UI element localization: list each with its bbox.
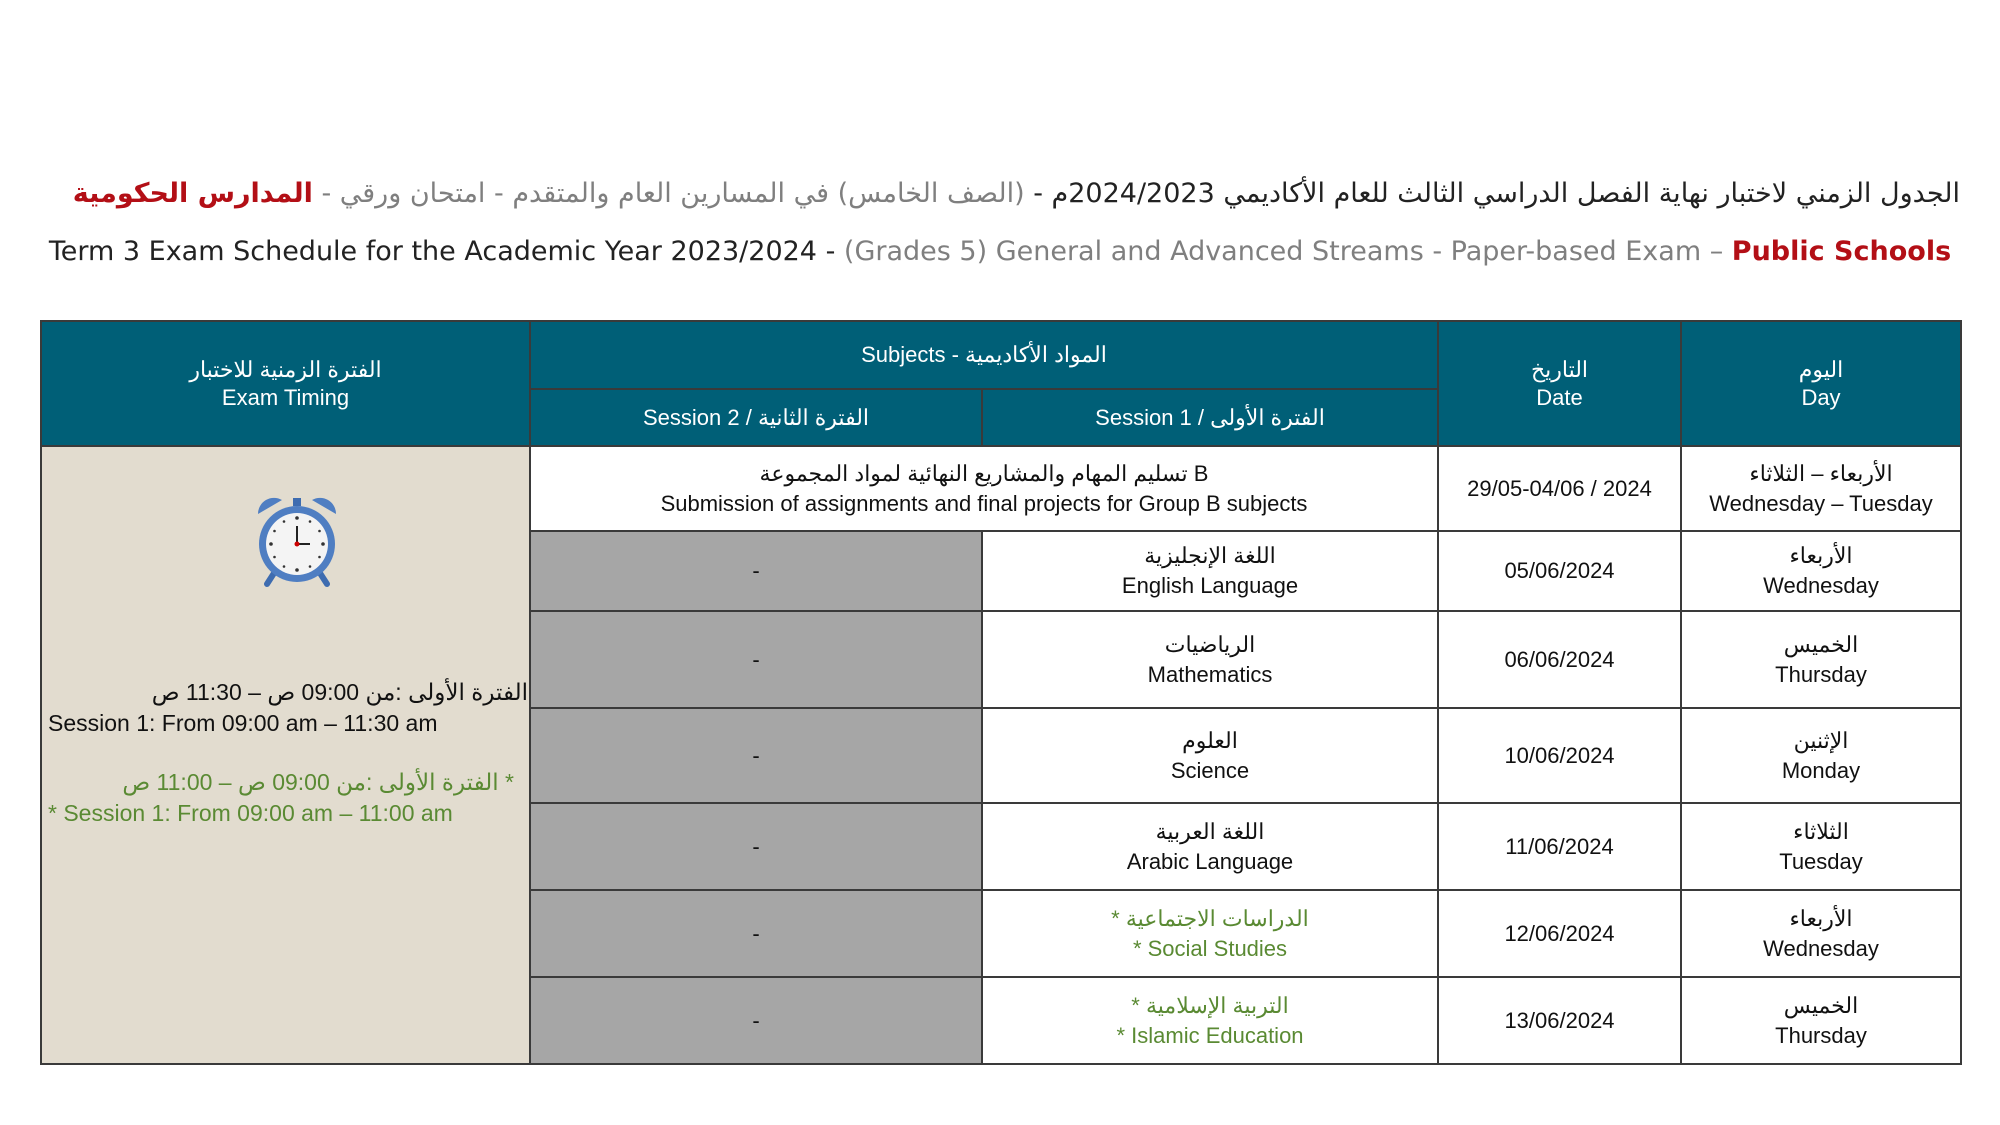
- day-en: Wednesday: [1763, 935, 1879, 961]
- session1-timing: [48, 677, 528, 739]
- session2-cell: -: [530, 890, 982, 977]
- header-date: [1438, 321, 1681, 446]
- subject-en: * Social Studies: [1132, 935, 1288, 961]
- header-timing-en: Exam Timing: [221, 384, 350, 410]
- header-session1: Session 1 / الفترة الأولى: [982, 389, 1438, 446]
- subject-ar: * التربية الإسلامية: [1131, 992, 1289, 1018]
- subject-ar: الرياضيات: [1164, 631, 1256, 657]
- session1-timing-en: Session 1: From 09:00 am – 11:30 am: [48, 710, 438, 736]
- session2-cell: -: [530, 611, 982, 708]
- date-cell: 13/06/2024: [1438, 977, 1681, 1064]
- subject-cell: [982, 977, 1438, 1064]
- starred-timing-ar: * الفترة الأولى :من 09:00 ص – 11:00 ص: [122, 769, 514, 795]
- day-en: Thursday: [1775, 1022, 1867, 1048]
- starred-timing-en: * Session 1: From 09:00 am – 11:00 am: [48, 800, 453, 826]
- header-date-en: Date: [1536, 384, 1583, 410]
- date-cell: 12/06/2024: [1438, 890, 1681, 977]
- day-en: Thursday: [1775, 661, 1867, 687]
- subject-cell: [982, 890, 1438, 977]
- header-subjects: Subjects - المواد الأكاديمية: [530, 321, 1438, 389]
- subject-en: * Islamic Education: [1116, 1022, 1304, 1048]
- day-ar: الأربعاء: [1789, 543, 1853, 568]
- session2-cell: -: [530, 708, 982, 803]
- submission-text: [530, 446, 1438, 531]
- subject-en: Mathematics: [1147, 661, 1273, 687]
- date-cell: 29/05-04/06 / 2024: [1438, 446, 1681, 531]
- session2-cell: -: [530, 977, 982, 1064]
- header-day: [1681, 321, 1961, 446]
- submission-text-ar: تسليم المهام والمشاريع النهائية لمواد المجموعة B: [759, 460, 1209, 486]
- subject-en: Arabic Language: [1126, 848, 1294, 874]
- subject-ar: اللغة الإنجليزية: [1144, 543, 1276, 568]
- date-cell: 10/06/2024: [1438, 708, 1681, 803]
- subject-ar: * الدراسات الاجتماعية: [1111, 905, 1309, 931]
- title-ar-part2: (الصف الخامس) في المسارين العام والمتقدم - امتحان ورقي -: [312, 178, 1025, 209]
- title-ar-part3: المدارس الحكومية: [72, 178, 313, 209]
- day-cell: [1681, 708, 1961, 803]
- day-ar: الأربعاء – الثلاثاء: [1749, 460, 1893, 486]
- header-day-ar: اليوم: [1798, 356, 1844, 382]
- date-cell: 11/06/2024: [1438, 803, 1681, 890]
- day-cell: [1681, 531, 1961, 611]
- table-row-submission: [41, 446, 1961, 531]
- header-timing-ar: الفترة الزمنية للاختبار: [189, 356, 382, 382]
- header-date-ar: التاريخ: [1530, 356, 1589, 382]
- header-session2: Session 2 / الفترة الثانية: [530, 389, 982, 446]
- timing-cell: [41, 446, 530, 1064]
- title-english: [40, 236, 1960, 267]
- day-ar: الإثنين: [1793, 727, 1849, 753]
- session1-timing-ar: الفترة الأولى :من 09:00 ص – 11:30 ص: [151, 679, 528, 705]
- exam-schedule-table: [40, 320, 1962, 1065]
- subject-cell: [982, 708, 1438, 803]
- session2-cell: -: [530, 803, 982, 890]
- day-cell: [1681, 977, 1961, 1064]
- subject-ar: اللغة العربية: [1155, 818, 1265, 844]
- date-cell: 05/06/2024: [1438, 531, 1681, 611]
- title-en-part1: Term 3 Exam Schedule for the Academic Year 2023/2024 -: [48, 236, 844, 267]
- header-day-en: Day: [1801, 384, 1841, 410]
- submission-text-en: Submission of assignments and final projects for Group B subjects: [660, 490, 1308, 516]
- header-timing: [41, 321, 530, 446]
- subject-en: Science: [1170, 757, 1250, 783]
- alarm-clock-icon: [252, 492, 342, 588]
- subject-en: English Language: [1121, 573, 1299, 598]
- title-arabic: [40, 178, 1960, 209]
- day-cell: [1681, 803, 1961, 890]
- day-cell: [1681, 611, 1961, 708]
- day-en: Wednesday: [1763, 573, 1879, 598]
- subject-cell: [982, 531, 1438, 611]
- title-en-part3: Public Schools: [1731, 236, 1952, 267]
- session1-timing-starred: [48, 767, 514, 829]
- day-ar: الثلاثاء: [1793, 818, 1849, 844]
- day-cell: [1681, 446, 1961, 531]
- subject-cell: [982, 611, 1438, 708]
- day-ar: الخميس: [1783, 992, 1859, 1018]
- day-ar: الأربعاء: [1789, 905, 1853, 931]
- subject-cell: [982, 803, 1438, 890]
- day-ar: الخميس: [1783, 631, 1859, 657]
- title-ar-part1: الجدول الزمني لاختبار نهاية الفصل الدراسي الثالث للعام الأكاديمي 2024/2023م -: [1024, 178, 1960, 209]
- day-en: Wednesday – Tuesday: [1709, 490, 1933, 516]
- date-cell: 06/06/2024: [1438, 611, 1681, 708]
- session2-cell: -: [530, 531, 982, 611]
- subject-ar: العلوم: [1182, 727, 1238, 753]
- title-en-part2: (Grades 5) General and Advanced Streams - Paper-based Exam –: [843, 236, 1732, 267]
- day-cell: [1681, 890, 1961, 977]
- day-en: Tuesday: [1779, 848, 1863, 874]
- day-en: Monday: [1781, 757, 1861, 783]
